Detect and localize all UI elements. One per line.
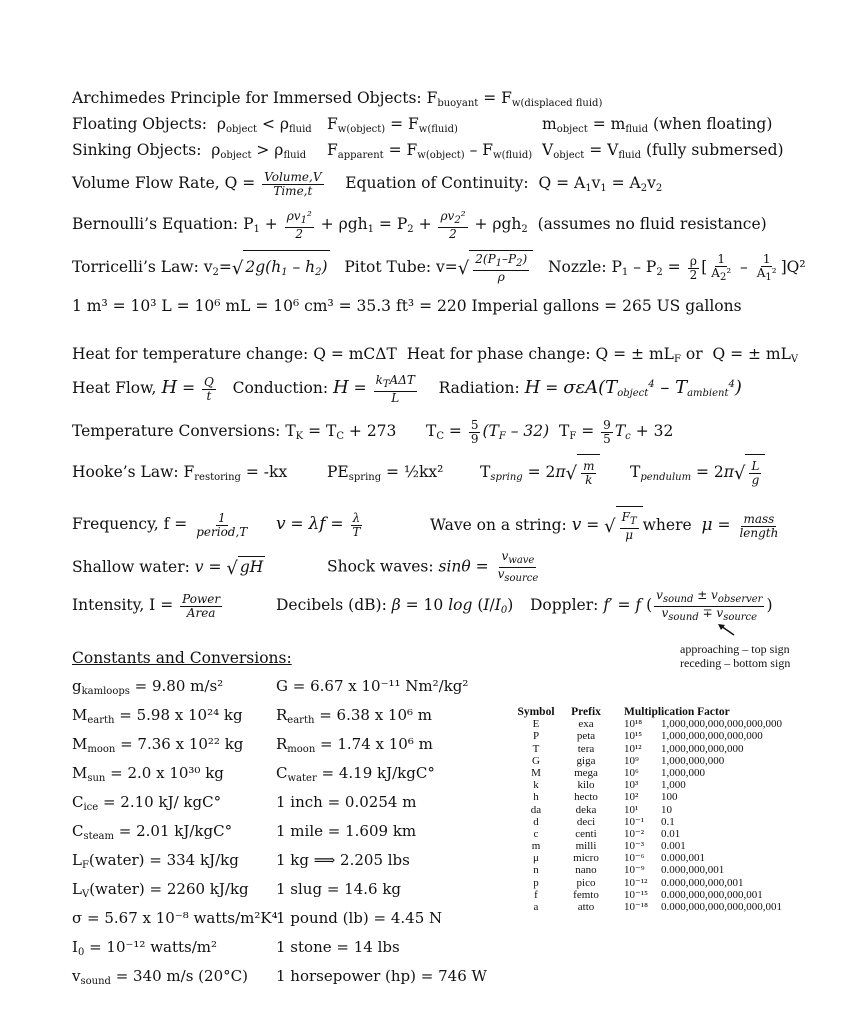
conversion-item: G = 6.67 x 10⁻¹¹ Nm²/kg² xyxy=(276,677,469,695)
prefix-name: giga xyxy=(576,754,596,767)
frequency-label: Frequency, f = xyxy=(72,515,188,533)
conversion-item: 1 stone = 14 lbs xyxy=(276,938,400,956)
floating-note: (when floating) xyxy=(652,115,773,133)
hooke-label: Hooke’s Law: F xyxy=(72,463,195,481)
constant-item: $v_{sound} = 340$ m/s (20°C) xyxy=(72,967,248,987)
prefix-symbol: G xyxy=(532,754,540,767)
hooke-sub: restoring xyxy=(194,472,241,483)
pitot-label: Pitot Tube: xyxy=(344,258,432,276)
prefix-name: micro xyxy=(573,852,599,865)
constant-item: $C_{ice} = 2.10$ kJ/ kgC° xyxy=(72,793,222,813)
bernoulli-label: Bernoulli’s Equation: xyxy=(72,215,239,233)
prefix-power: 10² xyxy=(624,791,639,804)
sinking-line: Sinking Objects: $\rho_{object} > \rho_{fluid}$ xyxy=(72,141,307,161)
intensity-line xyxy=(72,588,224,622)
prefix-value: 1,000,000,000,000,000 xyxy=(661,730,763,743)
prefix-row xyxy=(512,889,821,901)
prefix-symbol: p xyxy=(533,876,539,889)
prefix-value: 0.1 xyxy=(661,815,675,828)
phase-change-eq: Heat for phase change: Q = ± mL xyxy=(406,345,674,363)
constants-heading: Constants and Conversions: xyxy=(72,649,292,667)
pe-rhs: = ½kx² xyxy=(381,463,444,481)
prefix-row xyxy=(512,743,821,755)
archimedes-label: Archimedes Principle for Immersed Objects: xyxy=(72,89,422,107)
prefix-symbol: M xyxy=(531,766,541,779)
temp-conversion-line: Temperature Conversions: $T_K = T_C + 273$ $T_C$ = $\frac{5}{9}$ $(T_F - 32) T_F$ = $\frac{9}{5}$ $T_c + 32$ xyxy=(72,417,674,446)
doppler-note-bottom: receding – bottom sign xyxy=(680,656,791,670)
period-spring: $T_{spring} = 2\pi√$ $\frac{m}{k}$ xyxy=(480,454,600,495)
prefix-symbol: P xyxy=(532,730,540,743)
prefix-value: 0.000,000,000,000,001 xyxy=(661,888,763,901)
header-factor: Multiplication Factor xyxy=(624,706,730,718)
prefix-value: 1,000,000,000 xyxy=(661,754,725,767)
prefix-power: 10¹⁸ xyxy=(624,718,643,731)
prefix-power: 10⁻² xyxy=(624,827,645,840)
continuity-label: Equation of Continuity: xyxy=(345,174,529,192)
period-pendulum: $T_{pendulum} = 2\pi√$ $\frac{L}{g}$ xyxy=(630,454,765,495)
sinking-note: (fully submersed) xyxy=(645,141,784,159)
prefix-name: atto xyxy=(577,901,595,913)
volume-conversion: 1 m³ = 10³ L = 10⁶ mL = 10⁶ cm³ = 35.3 ft³ = 220 Imperial gallons = 265 US gallons xyxy=(72,297,742,315)
prefix-row xyxy=(512,804,821,816)
prefix-row xyxy=(512,767,821,779)
prefix-value: 10 xyxy=(661,803,672,816)
prefix-power: 10⁻³ xyxy=(624,840,645,853)
conversion-item: $R_{earth} = 6.38$ x 10⁶ m xyxy=(276,706,433,726)
constant-item: $M_{moon} = 7.36$ x 10²² kg xyxy=(72,735,244,755)
prefix-name: hecto xyxy=(574,791,598,804)
prefix-row xyxy=(512,877,821,889)
hooke-rhs: = -kx xyxy=(240,463,288,481)
prefix-power: 10⁻¹² xyxy=(624,876,648,889)
constant-item: $I_0 = 10^{-12}$ watts/m² xyxy=(72,938,218,958)
pe-sub: spring xyxy=(348,472,382,483)
floating-weight: $F_{w(object)} = F_{w(fluid)}$ xyxy=(327,115,458,135)
intensity-den: Area xyxy=(186,605,216,620)
prefix-symbol: m xyxy=(531,840,541,853)
shallow-label: Shallow water: xyxy=(72,558,190,576)
prefix-value: 0.000,000,001 xyxy=(661,864,725,877)
where-label: where xyxy=(642,516,692,534)
prefix-row xyxy=(512,864,821,876)
hooke-line xyxy=(72,462,287,488)
prefix-power: 10¹ xyxy=(624,803,639,816)
prefix-symbol: f xyxy=(534,888,538,901)
prefix-row xyxy=(512,755,821,767)
wave-string-label: Wave on a string: xyxy=(430,516,567,534)
phase-or: or xyxy=(685,345,703,363)
prefix-name: mega xyxy=(574,766,598,779)
shallow-water: Shallow water: v = √ gH xyxy=(72,558,264,579)
prefix-row xyxy=(512,779,821,791)
prefix-name: deci xyxy=(576,815,596,828)
constant-item: $g_{kamloops} = 9.80$ m/s² xyxy=(72,677,224,697)
prefix-row xyxy=(512,828,821,840)
constant-item: $C_{steam} = 2.01$ kJ/kgC° xyxy=(72,822,233,842)
decibels: Decibels (dB): β = 10 $\log (I/I_0)$ xyxy=(276,596,514,616)
constant-item: $L_F(water) = 334$ kJ/kg xyxy=(72,851,239,871)
decibels-label: Decibels (dB): xyxy=(276,596,387,614)
doppler-note-top: approaching – top sign xyxy=(680,642,790,656)
prefix-value: 0.000,000,000,001 xyxy=(661,876,744,889)
prefix-name: centi xyxy=(575,827,597,840)
pe-label: PE xyxy=(327,463,349,481)
prefix-row xyxy=(512,816,821,828)
prefix-symbol: h xyxy=(533,791,539,804)
prefix-symbol: k xyxy=(533,779,539,792)
floating-mass: $m_{object} = m_{fluid}$ (when floating) xyxy=(542,115,773,135)
prefix-name: deka xyxy=(575,803,597,816)
conversion-item: 1 mile = 1.609 km xyxy=(276,822,417,840)
apparent-weight: $F_{apparent} = F_{w(object)} - F_{w(fluid)}$ xyxy=(327,141,533,161)
prefix-table xyxy=(512,706,821,913)
floating-line: Floating Objects: $\rho_{object} < \rho_{fluid}$ xyxy=(72,115,312,135)
doppler-label: Doppler: xyxy=(530,596,599,614)
volume-flow-denominator: Time,t xyxy=(273,183,313,198)
conduction-label: Conduction: xyxy=(232,379,329,397)
prefix-value: 0.000,001 xyxy=(661,852,705,865)
prefix-value: 1,000 xyxy=(661,779,686,792)
prefix-value: 100 xyxy=(661,791,678,804)
wave-string: Wave on a string: v = √ $\frac{F_T}{\mu}$ where μ = $\frac{\text{mass}}{\text{length}}$ xyxy=(430,506,782,545)
prefix-name: nano xyxy=(575,864,597,877)
temp-conv-label: Temperature Conversions: xyxy=(72,422,281,440)
prefix-power: 10¹² xyxy=(624,742,642,755)
prefix-row xyxy=(512,791,821,803)
prefix-value: 1,000,000 xyxy=(661,766,705,779)
prefix-symbol: a xyxy=(533,901,539,913)
prefix-symbol: n xyxy=(533,864,539,877)
prefix-name: pico xyxy=(576,876,596,889)
prefix-power: 10¹⁵ xyxy=(624,730,643,743)
shock-label: Shock waves: xyxy=(327,557,434,576)
prefix-row xyxy=(512,901,821,913)
prefix-power: 10³ xyxy=(624,779,639,792)
heat-line: Heat for temperature change: Q = mCΔT Heat for phase change: Q = ± $mL_F$ or Q = ± $mL_V$ xyxy=(72,345,799,365)
conversion-item: 1 pound (lb) = 4.45 N xyxy=(276,909,443,927)
frequency-den: period,T xyxy=(196,524,248,539)
prefix-power: 10⁹ xyxy=(624,754,639,767)
conversion-item: 1 kg ⟹ 2.205 lbs xyxy=(276,851,410,869)
prefix-symbol: E xyxy=(532,718,540,731)
constant-item: σ = 5.67 x 10⁻⁸ watts/m²K⁴ xyxy=(72,909,278,927)
prefix-row xyxy=(512,730,821,742)
radiation-label: Radiation: xyxy=(438,379,520,397)
volume-flow-label: Volume Flow Rate, Q = xyxy=(72,174,256,192)
intensity-label: Intensity, I = xyxy=(72,596,174,614)
doppler-note xyxy=(680,642,790,670)
prefix-row xyxy=(512,840,821,852)
prefix-name: exa xyxy=(578,718,594,731)
shock-waves: Shock waves: sinθ = $\frac{v_{wave}}{v_{source}}$ xyxy=(327,549,539,584)
frequency-line: Frequency, f = $\frac{1}{\text{period,T}}$ xyxy=(72,510,248,539)
conversion-item: 1 horsepower (hp) = 746 W xyxy=(276,967,487,985)
wave-speed: v = λf = $\frac{\lambda}{T}$ xyxy=(276,510,361,539)
volume-flow-numerator: Volume,V xyxy=(264,169,322,184)
prefix-name: femto xyxy=(573,888,599,901)
prefix-name: peta xyxy=(576,730,596,743)
heat-flow-line: Heat Flow, H = $\frac{Q}{t}$ Conduction: H = $\frac{k_TA\Delta T}{L}$ Radiation: $H = \sigma\varepsilon A(T_{object}^4 - T_{ambient}^4)$ xyxy=(72,372,742,405)
sinking-volume: $V_{object} = V_{fluid}$ (fully submersed) xyxy=(542,141,784,161)
sinking-label: Sinking Objects: xyxy=(72,141,202,159)
prefix-value: 1,000,000,000,000 xyxy=(661,742,744,755)
prefix-power: 10⁻¹⁸ xyxy=(624,901,648,913)
constant-item: $L_V(water) = 2260$ kJ/kg xyxy=(72,880,249,900)
nozzle-label: Nozzle: xyxy=(547,258,607,276)
prefix-value: 0.01 xyxy=(661,827,681,840)
conversion-item: 1 inch = 0.0254 m xyxy=(276,793,417,811)
intensity-num: Power xyxy=(182,591,221,606)
prefix-power: 10⁻¹ xyxy=(624,815,645,828)
volume-flow-line: Volume Flow Rate, Q = $\frac{\text{Volume,V}}{\text{Time,t}}$ Equation of Continuity: $Q = A_1v_1 = A_2v_2$ xyxy=(72,169,663,198)
prefix-symbol: μ xyxy=(533,852,539,865)
prefix-symbol: T xyxy=(532,742,540,755)
prefix-row xyxy=(512,852,821,864)
prefix-row xyxy=(512,718,821,730)
doppler: Doppler: f′ = f ( $\frac{v_{sound} \pm v_{observer}}{v_{sound} \mp v_{source}}$ ) xyxy=(530,587,773,623)
conversion-item: $C_{water} = 4.19$ kJ/kgC° xyxy=(276,764,435,784)
pe-spring xyxy=(327,462,443,488)
constant-item: $M_{earth} = 5.98$ x 10²⁴ kg xyxy=(72,706,243,726)
prefix-power: 10⁻⁶ xyxy=(624,852,645,865)
torricelli-label: Torricelli’s Law: xyxy=(72,258,199,276)
floating-label: Floating Objects: xyxy=(72,115,207,133)
prefix-power: 10⁻⁹ xyxy=(624,864,645,877)
conversion-item: $R_{moon} = 1.74$ x 10⁶ m xyxy=(276,735,433,755)
prefix-symbol: c xyxy=(533,827,539,840)
prefix-value: 0.001 xyxy=(661,840,686,853)
prefix-symbol: d xyxy=(533,815,539,828)
header-symbol: Symbol xyxy=(517,706,555,718)
prefix-name: tera xyxy=(577,742,595,755)
archimedes-line: Archimedes Principle for Immersed Objects: $F_{buoyant} = F_{w(displaced fluid)}$ xyxy=(72,89,603,109)
heat-flow-label: Heat Flow, xyxy=(72,379,157,397)
prefix-value: 1,000,000,000,000,000,000 xyxy=(661,718,782,731)
conversion-item: 1 slug = 14.6 kg xyxy=(276,880,402,898)
header-prefix: Prefix xyxy=(571,706,601,718)
prefix-name: kilo xyxy=(577,779,595,792)
doppler-arrow-icon xyxy=(716,622,738,638)
prefix-table-header xyxy=(512,706,821,718)
bernoulli-note: (assumes no fluid resistance) xyxy=(537,215,767,233)
constant-item: $M_{sun} = 2.0$ x 10³⁰ kg xyxy=(72,764,224,784)
prefix-power: 10⁻¹⁵ xyxy=(624,888,648,901)
prefix-symbol: da xyxy=(530,803,542,816)
prefix-power: 10⁶ xyxy=(624,766,639,779)
torricelli-line: Torricelli’s Law: $v_2=√$ $2g(h_1 - h_2)$ Pitot Tube: v=√ $\frac{2(P_1-P_2)}{\rho}$ Nozzle: $P_1 - P_2$ = $\frac{\rho}{2}$ [ $\frac{1}{A_2^2}$ – $\frac{1}{A_1^2}$ ]Q² xyxy=(72,250,806,289)
prefix-value: 0.000,000,000,000,000,001 xyxy=(661,901,782,913)
temp-change-eq: Heat for temperature change: Q = mCΔT xyxy=(72,345,397,363)
bernoulli-line: Bernoulli’s Equation: $P_1$ + $\frac{\rho v_1^2}{2}$ + $\rho gh_1 = P_2$ + $\frac{\rho v_2^2}{2}$ + ρgh$_2$ (assumes no fluid resistance) xyxy=(72,208,767,241)
prefix-name: milli xyxy=(575,840,597,853)
